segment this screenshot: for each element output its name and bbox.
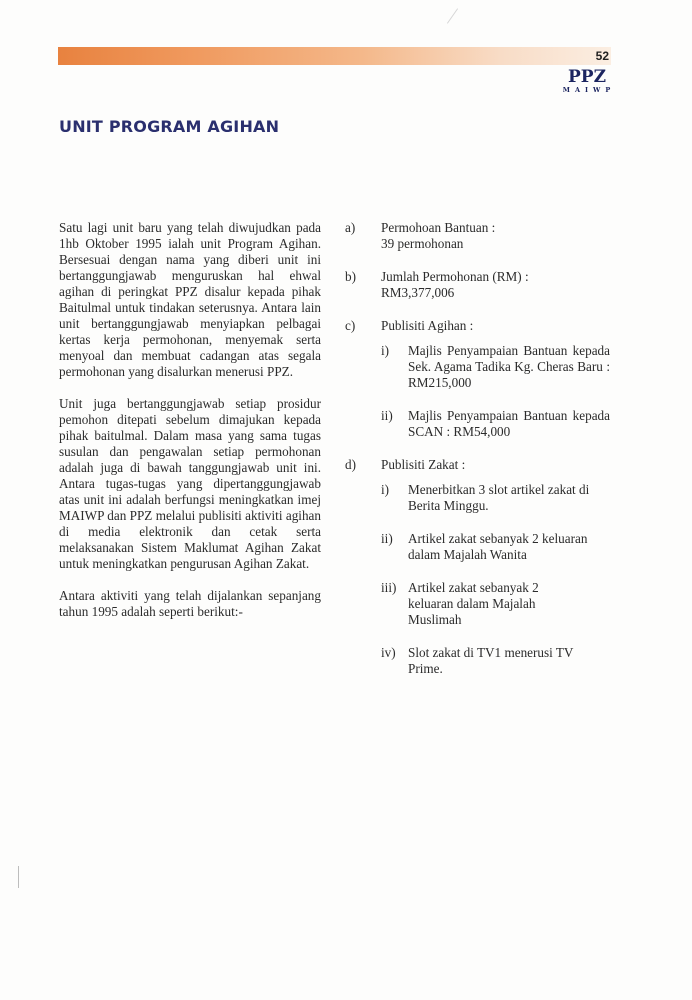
list-item-value: 39 permohonan (381, 236, 464, 251)
paragraph-responsibilities: Unit juga bertanggungjawab setiap prosidur pemohon ditepati sebelum dimajukan kepada pihak baitulmal. Dalam masa yang sama tugas susulan dan pengawalan setiap permohonan adalah juga di bawah tanggungjawab unit ini. Antara tugas-tugas yang dipertanggungjawab atas unit ini adalah berfungsi meningkatkan imej MAIWP dan PPZ melalui publisiti aktiviti agihan di media elektronik dan cetak serta melaksanakan Sistem Maklumat Agihan Zakat untuk meningkatkan pengurusan Agihan Zakat. (59, 396, 321, 571)
sub-list-text: Menerbitkan 3 slot artikel zakat di Berita Minggu. (408, 482, 590, 513)
sub-list-text: Majlis Penyampaian Bantuan kepada SCAN : RM54,000 (408, 408, 610, 439)
list-item-value: RM3,377,006 (381, 285, 455, 300)
sub-list (381, 482, 610, 677)
header-bar (58, 47, 611, 65)
ppz-maiwp-logo (558, 69, 616, 97)
list-item-d (345, 457, 610, 677)
sub-list (381, 343, 610, 440)
logo-sub-text: MAIWP (562, 86, 616, 94)
sub-list-marker: ii) (381, 408, 393, 423)
sub-list-item (381, 645, 610, 677)
list-marker: b) (345, 269, 356, 284)
sub-list-item (381, 531, 610, 563)
list-item-c (345, 318, 610, 440)
sub-list-marker: i) (381, 482, 390, 497)
sub-list-item (381, 343, 610, 391)
list-marker: a) (345, 220, 356, 235)
scan-artifact (18, 866, 19, 888)
list-marker: d) (345, 457, 356, 472)
list-item-label: Permohoan Bantuan : (381, 220, 496, 235)
sub-list-text: Artikel zakat sebanyak 2 keluaran dalam Majalah Muslimah (408, 580, 539, 627)
paragraph-activities-intro: Antara aktiviti yang telah dijalankan sepanjang tahun 1995 adalah seperti berikut:- (59, 588, 321, 619)
list-item-label: Publisiti Agihan : (381, 318, 474, 333)
sub-list-marker: iii) (381, 580, 397, 595)
sub-list-item (381, 482, 610, 514)
sub-list-text: Artikel zakat sebanyak 2 keluaran dalam Majalah Wanita (408, 531, 588, 562)
list-marker: c) (345, 318, 356, 333)
sub-list-marker: ii) (381, 531, 393, 546)
sub-list-marker: iv) (381, 645, 396, 660)
logo-main-text: PPZ (568, 67, 606, 87)
left-column (59, 220, 321, 636)
right-column (345, 220, 610, 694)
list-item-a (345, 220, 610, 252)
sub-list-text: Majlis Penyampaian Bantuan kepada Sek. Agama Tadika Kg. Cheras Baru : RM215,000 (408, 343, 610, 390)
section-title: UNIT PROGRAM AGIHAN (59, 117, 280, 136)
sub-list-marker: i) (381, 343, 390, 358)
sub-list-text: Slot zakat di TV1 menerusi TV Prime. (408, 645, 574, 676)
paragraph-intro: Satu lagi unit baru yang telah diwujudkan pada 1hb Oktober 1995 ialah unit Program Agihan. Bersesuai dengan nama yang diberi unit ini bertanggungjawab menguruskan hal ehwal agihan di peringkat PPZ disalur kepada pihak Baitulmal untuk tindakan seterusnya. Antara lain unit bertanggungjawab menyiapkan pelbagai kertas kerja permohonan, menyemak serta menyoal dan membuat cadangan atas segala permohonan yang disalurkan menerusi PPZ. (59, 220, 321, 379)
sub-list-item (381, 408, 610, 440)
list-item-label: Publisiti Zakat : (381, 457, 466, 472)
list-item-b (345, 269, 610, 301)
page-number: 52 (595, 49, 609, 63)
list-item-label: Jumlah Permohonan (RM) : (381, 269, 529, 284)
scan-artifact (447, 8, 458, 23)
sub-list-item (381, 580, 610, 628)
